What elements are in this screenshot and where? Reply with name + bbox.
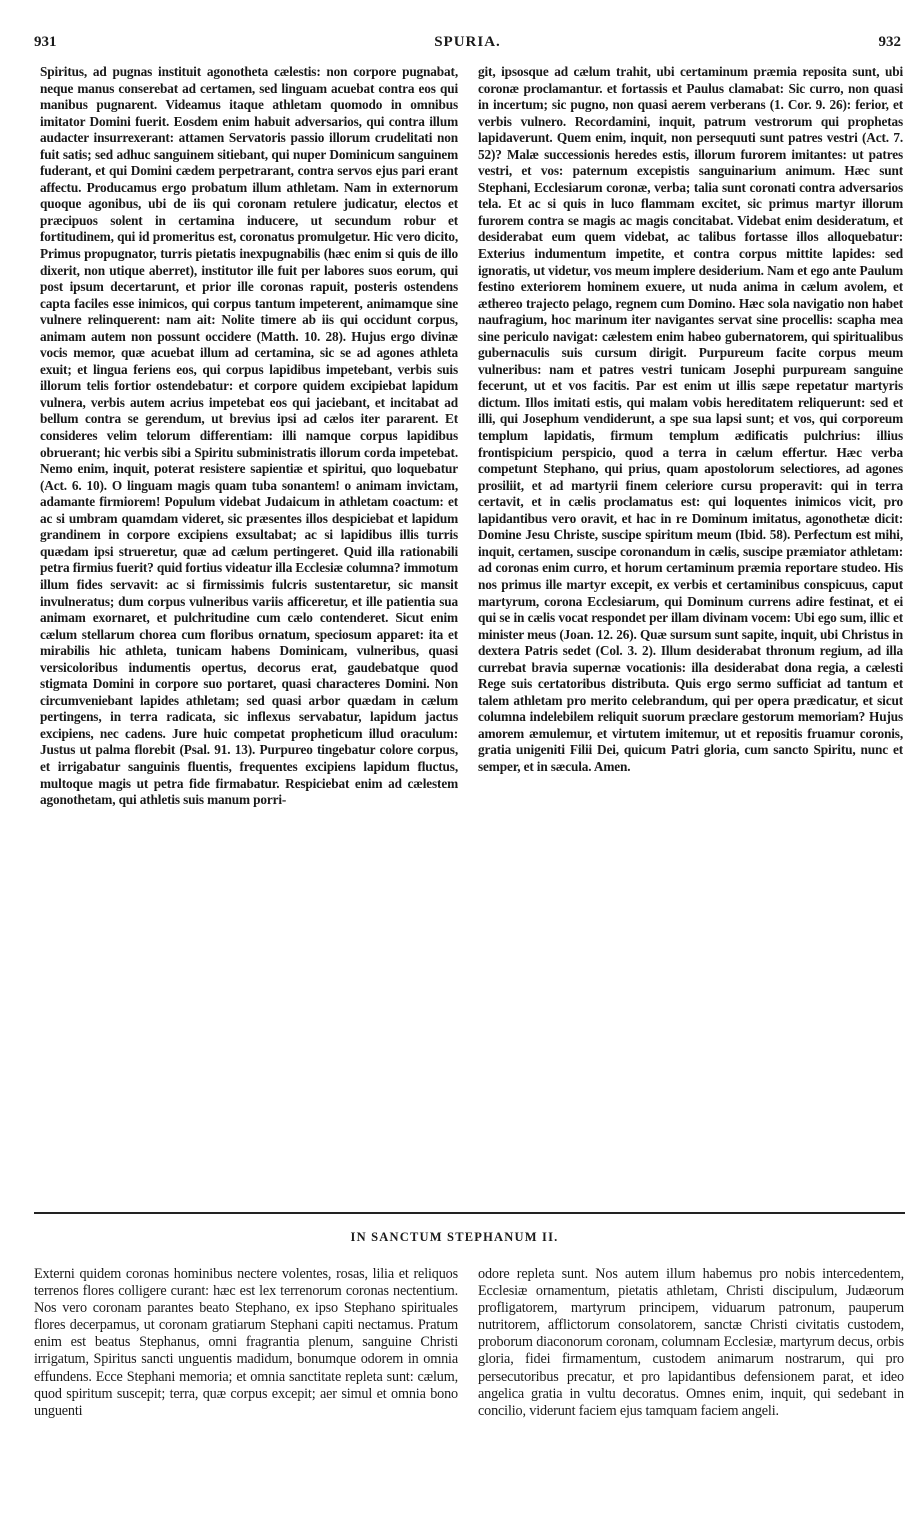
top-left-column — [40, 64, 458, 1202]
bottom-left-column — [34, 1266, 458, 1536]
bottom-right-column — [478, 1266, 904, 1536]
page-header — [34, 34, 901, 56]
running-title: SPURIA. — [434, 34, 501, 50]
left-page-number: 931 — [34, 34, 57, 50]
top-right-column — [478, 64, 903, 1202]
bottom-left-column-text: Externi quidem coronas hominibus nectere volentes, rosas, lilia et reliquos terrenos flores colligere curant: hæc est lex terrenorum coronas nectentium. Nos vero coronam parantes beato Stephano, ex ipso Stephano spirituales flores decerpamus, ut coronam gratiarum Stephani capiti nectamus. Pratum enim est beatus Stephanus, omni fragrantia plenum, sanguine Christi irrigatum, Spiritus sancti unguentis madidum, bonumque odorem in omnia effundens. Ecce Stephani memoria; et omnia sanctitate repleta sunt: cælum, quod spiritum suscepit; terra, quæ corpus excepit; aer simul et omnia bono unguenti — [34, 1266, 458, 1419]
bottom-right-column-text: odore repleta sunt. Nos autem illum habemus pro nobis intercedentem, Ecclesiæ ornamentum, pietatis athletam, Christi discipulum, Judæorum profligatorem, martyrum principem, viduarum patronum, pauperum nutritorem, afflictorum consolatorem, sanctæ Christi civitatis custodem, proborum diaconorum coronam, columnam Ecclesiæ, martyrum decus, orbis gloria, fidei firmamentum, custodem animarum nostrarum, qui pro persecutoribus precatur, et pro lapidantibus defensionem parat, et ideo angelica gratia in vultu decoratus. Omnes enim, inquit, qui sedebant in concilio, viderunt faciem ejus tamquam faciem angeli. — [478, 1266, 904, 1419]
right-page-number: 932 — [878, 34, 901, 50]
top-left-column-text: Spiritus, ad pugnas instituit agonotheta cælestis: non corpore pugnabat, neque manus conserebat ad certamen, sed linguam acuebat contra eos qui manibus pugnarent. Videamus itaque athletam quomodo in omnibus imitator Domini fuerit. Eosdem enim habuit adversarios, qui contra illum audacter insurrexerant: attamen Servatoris passio illorum crudelitati non fuit satis; sed adhuc sanguinem sitiebant, qui nuper Dominicum sanguinem fuderant, et qui Domini cædem perpetrarant, contra servos ejus pari erant affectu. Producamus ergo probatum illum athletam. Nam in externorum quoque agonibus, ubi de iis qui coronam retulere judicatur, electos et præcipuos solent in certamina inducere, ut secundum robur et fortitudinem, qui id promeritus est, coronatus promulgetur. Hic vero dicito, Primus propugnator, turris pietatis inexpugnabilis (hæc enim si quis de illo dixerit, non utique aberret), institutor ille fuit per labores suos eorum, qui post ipsum decertarunt, et prior ille coronas rapuit, posteris ostendens capta faciles esse inimicos, qui corpus tantum impeterent, animamque sine vulnere relinquerent: nam ait: Nolite timere ab iis qui occidunt corpus, animam autem non possunt occidere (Matth. 10. 28). Hujus ergo divinæ vocis memor, quæ acuebat illum ad certamina, sic se ad agones athleta exuit; et lingua feriens eos, qui corpus lapidibus impetebant, verbis suis illorum telis fortior ostendebatur: et corpore quidem excipiebat lapidum vulnera, verbis autem acrius impetebat eos qui jaciebant, et incitabat ad bellum contra se gerendum, ut brevius ipsi ad cælos iter pararent. Et consideres velim telorum differentiam: illi namque corpus lapidibus obruerant; hic verbis sibi a Spiritu subministratis illorum corda impetebat. Nemo enim, inquit, poterat resistere sapientiæ et spiritui, quo loquebatur (Act. 6. 10). O linguam magis quam tuba sonantem! o animam invictam, adamante firmiorem! Populum videbat Judaicum in athletam coactum: et ac si umbram quamdam videret, sic præsentes illos despiciebat et lapidum grandinem in corpore excipiens exsultabat; ac si lapidibus illis turris quædam ipsi strueretur, quæ ad cælum pertingeret. Quid illa rationabili petra firmius fuerit? quid fortius videatur illa Ecclesiæ columna? immotum illum fides servavit: ac si firmissimis fulcris sustentaretur, sic mansit invulneratus; dum corpus vulneribus variis afficeretur, et ille patientia sua animam exornaret, et pulchritudine cum cælo contenderet. Sicut enim cælum stellarum chorea cum floribus ornatum, speciosum apparet: ita et mirabilis hic athleta, tunicam habens Dominicam, vulneribus, quasi versicoloribus indumentis opertus, decorus erat, gaudebatque quod stigmata Domini in corpore suo portaret, quasi characteres Domini. Non circumveniebant lapides athletam; sed quasi arbor quædam in cælum pertingens, in terra radicata, sic inflexus servabatur, lapidum jactus excipiens, nec cadens. Jure huic competat propheticum illud oraculum: Justus ut palma florebit (Psal. 91. 13). Purpureo tingebatur colore corpus, et irrigabatur sanguinis fluentis, frequentes excipiens lapidum fluctus, multoque magis ut petra fide firmabatur. Respiciebat enim ad cælestem agonothetam, qui athletis suis manum porri- — [40, 64, 458, 808]
section-divider — [34, 1212, 905, 1214]
top-right-column-text: git, ipsosque ad cælum trahit, ubi certaminum præmia reposita sunt, ubi coronæ proclamantur. et fortassis et Paulus clamabat: Sic curro, non quasi in incertum; sic pugno, non quasi aerem verberans (1. Cor. 9. 26): ferior, et verbis vulnero. Recordamini, inquit, patrum vestrorum qui prophetas lapidaverunt. Quem enim, inquit, non persequuti sunt patres vestri (Act. 7. 52)? Malæ successionis heredes estis, illorum furorem imitantes: ut patres vestri, et vos: paternum excepistis sanguinarium animum. Hæc sunt Stephani, Ecclesiarum coronæ, verba; talia sunt coronati contra adversarios tela. Et ac si quis in luco flammam excitet, sic primus martyr illorum furorem contra se magis ac magis concitabat. Videbat enim desideratum, et desiderabat eum quem videbat, ac talibus fortasse illos alloquebatur: Exterius indumentum impetite, et contra corpus mittite lapides: sed ignoratis, ut videtur, vos meum implere desiderium. Nam et ego ante Paulum festino exteriorem hominem exuere, ut nuda anima in cælum avolem, et æthereo trajecto pelago, regnem cum Domino. Hæc sola navigatio non habet naufragium, hoc marinum iter navigantes servat sine procellis: scapha mea sine periculo navigat: cælestem enim habeo gubernatorem, qui spiritualibus gubernaculis suis cursum dirigit. Purpureum facite corpus meum vulneribus: nam et patres vestri tunicam Josephi purpuream sanguine fecerunt, ut et vos facitis. Par est enim ut illis sæpe repetatur martyris dictum. Illos imitati estis, qui malam vobis hereditatem reliquerunt: sed et illi, qui Josephum vendiderunt, a spe sua lapsi sunt; et vos, qui corporeum templum lapidatis, firmum templum ædificatis pulchrius: illius frontispicium perspicio, quod a terra in cælum effertur. Hæc verba competunt Stephano, qui prius, quam apostolorum selectiores, ad agones prosiliit, et ad martyrii finem celeriore cursu properavit: qui in terra certavit, et in cælis proclamatus est: qui loquentes inimicos vicit, pro lapidantibus vero oravit, et hac in re Dominum imitatus, agonothetæ dicit: Domine Jesu Christe, suscipe spiritum meum (Ibid. 58). Perfectum est mihi, inquit, certamen, suscipe coronandum in cælis, suscipe præmiator athletam: ad coronas enim curro, et horum certaminum præmia reportare studeo. His nos primus ille martyr excepit, ex verbis et certaminibus conspicuus, caput martyrum, corona Ecclesiarum, qui Dominum currens adire festinat, et ei qui se in cælis vocat respondet per illam divinam vocem: Ubi ego sum, illic et minister meus (Joan. 12. 26). Quæ sursum sunt sapite, inquit, ubi Christus in dextera Patris sedet (Col. 3. 2). Illum desiderabat thronum regium, ad illa currebat bravia supernæ vocationis: illa desiderabat dona regia, a cælesti Rege suis certatoribus distributa. Quis ergo sermo sufficiat ad tantum et talem athletam pro merito celebrandum, qui per opera prædicatur, et sicut columna indelebilem reliquit suorum præclare gestorum memoriam? Hujus amorem æmulemur, et virtutem imitemur, ut et repositis fruamur coronis, gratia unigeniti Filii Dei, quicum Patri gloria, cum sancto Spiritu, nunc et semper, et in sæcula. Amen. — [478, 64, 903, 774]
section-heading: IN SANCTUM STEPHANUM II. — [350, 1230, 559, 1244]
